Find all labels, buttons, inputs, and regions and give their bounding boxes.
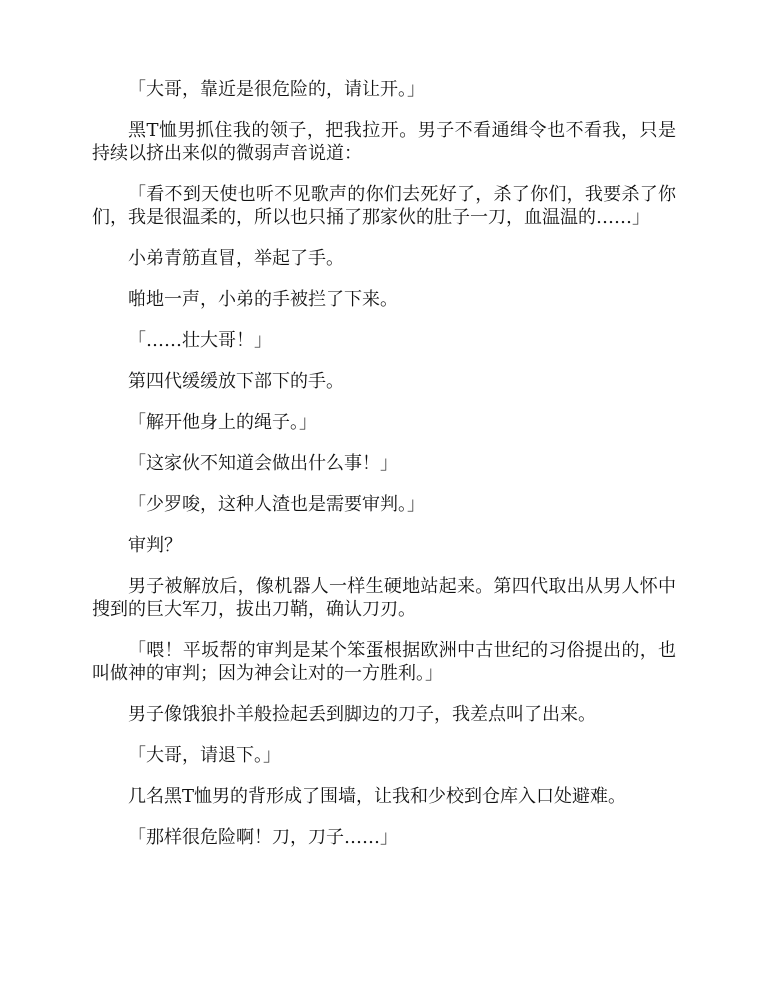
paragraph: 「那样很危险啊！刀，刀子……」 — [128, 827, 398, 848]
document-page — [92, 78, 676, 867]
paragraph: 男子像饿狼扑羊般捡起丢到脚边的刀子，我差点叫了出来。 — [128, 704, 596, 725]
paragraph: 几名黑T恤男的背形成了围墙，让我和少校到仓库入口处避难。 — [128, 786, 627, 807]
paragraph: 「大哥，请退下。」 — [128, 745, 281, 766]
paragraph: 男子被解放后，像机器人一样生硬地站起来。第四代取出从男人怀中搜到的巨大军刀，拔出刀鞘，确认刀刃。 — [92, 576, 676, 620]
paragraph: 黑T恤男抓住我的领子，把我拉开。男子不看通缉令也不看我，只是持续以挤出来似的微弱声音说道： — [92, 120, 676, 164]
paragraph: 审判？ — [128, 535, 182, 556]
paragraph: 「看不到天使也听不见歌声的你们去死好了，杀了你们，我要杀了你们，我是很温柔的，所以也只捅了那家伙的肚子一刀，血温温的……」 — [92, 184, 676, 228]
paragraph: 「少罗唆，这种人渣也是需要审判。」 — [128, 494, 425, 515]
paragraph: 小弟青筋直冒，举起了手。 — [128, 248, 344, 269]
paragraph: 「解开他身上的绳子。」 — [128, 412, 317, 433]
paragraph: 啪地一声，小弟的手被拦了下来。 — [128, 289, 398, 310]
paragraph: 第四代缓缓放下部下的手。 — [128, 371, 344, 392]
paragraph: 「这家伙不知道会做出什么事！」 — [128, 453, 398, 474]
paragraph: 「……壮大哥！」 — [128, 330, 272, 351]
paragraph: 「大哥，靠近是很危险的，请让开。」 — [128, 79, 425, 100]
paragraph: 「喂！平坂帮的审判是某个笨蛋根据欧洲中古世纪的习俗提出的，也叫做神的审判；因为神会让对的一方胜利。」 — [92, 640, 676, 684]
